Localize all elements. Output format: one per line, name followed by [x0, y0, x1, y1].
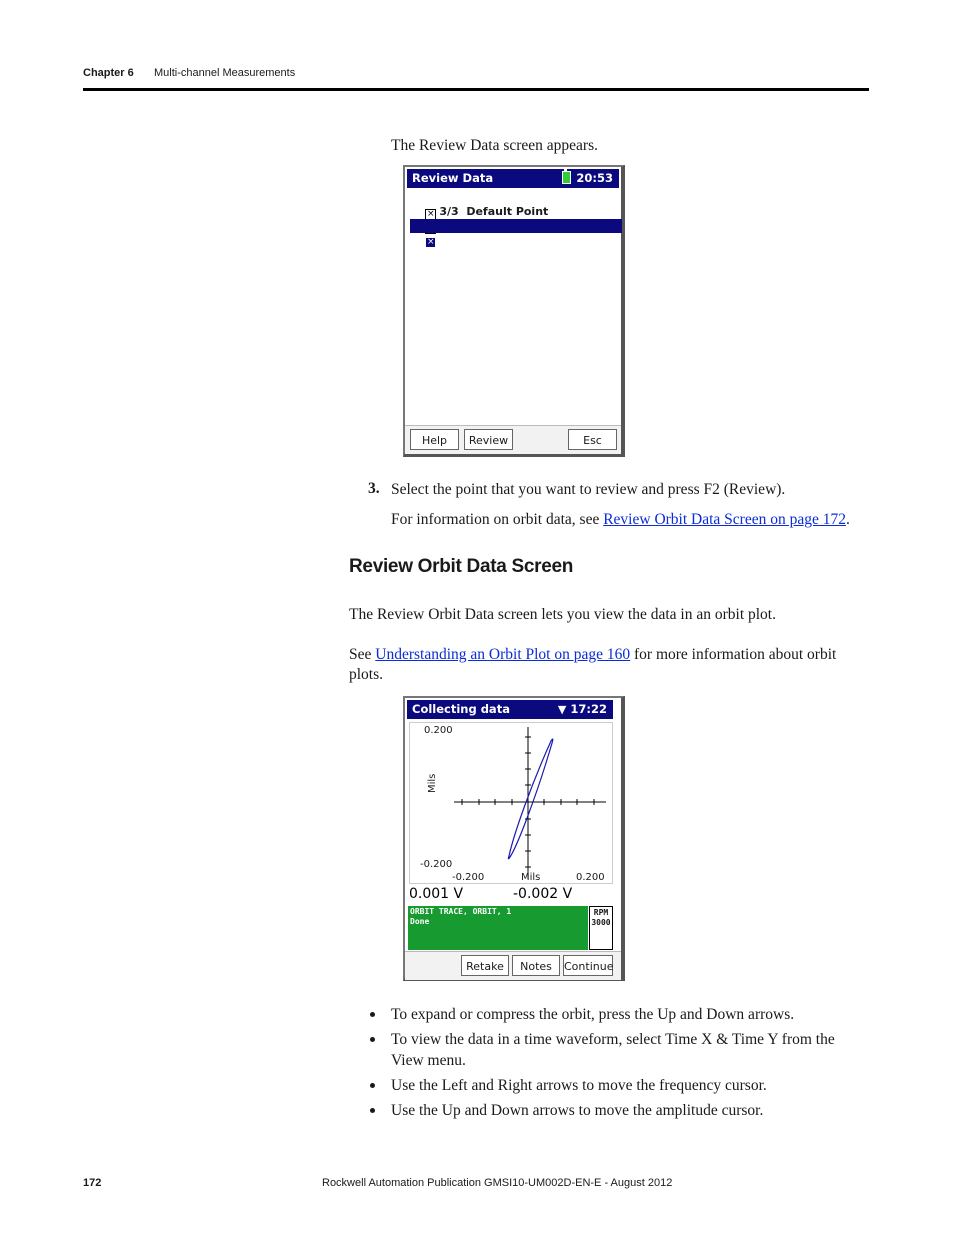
- bullet-icon: [370, 1037, 375, 1042]
- list-item: Use the Left and Right arrows to move the frequency cursor.: [370, 1075, 860, 1096]
- review-data-screen: [403, 165, 625, 457]
- page-number: 172: [83, 1177, 102, 1189]
- orbit-plot-link[interactable]: Understanding an Orbit Plot on page 160: [375, 646, 631, 663]
- publication-info: Rockwell Automation Publication GMSI10-UM002D-EN-E - August 2012: [322, 1177, 673, 1189]
- checkbox-icon[interactable]: ×: [427, 209, 435, 219]
- notes-button[interactable]: Notes: [512, 955, 560, 976]
- review-time: 20:53: [576, 171, 613, 185]
- step-info: For information on orbit data, see Review Orbit Data Screen on page 172.: [391, 511, 850, 528]
- x-axis-label: Mils: [521, 872, 541, 883]
- list-item[interactable]: × 3/3 Default Point: [427, 205, 549, 219]
- x-max-label: 0.200: [576, 872, 605, 883]
- readout-y: -0.002 V: [513, 886, 573, 902]
- chapter-label: Chapter 6: [83, 67, 134, 79]
- retake-button[interactable]: Retake: [461, 955, 509, 976]
- help-button[interactable]: Help: [410, 429, 459, 450]
- esc-button[interactable]: Esc: [568, 429, 617, 450]
- orbit-plot[interactable]: [409, 722, 613, 884]
- orbit-trace: [508, 739, 552, 859]
- instruction-list: [370, 1004, 860, 1125]
- bullet-icon: [370, 1108, 375, 1113]
- section-para: The Review Orbit Data screen lets you view the data in an orbit plot.: [349, 606, 776, 623]
- intro-text: The Review Data screen appears.: [391, 137, 598, 154]
- review-button[interactable]: Review: [464, 429, 513, 450]
- x-min-label: -0.200: [452, 872, 485, 883]
- continue-button[interactable]: Continue: [563, 955, 613, 976]
- step-text: Select the point that you want to review and press F2 (Review).: [391, 481, 786, 498]
- section-see-also: See Understanding an Orbit Plot on page 160 for more information about orbit plots.: [349, 646, 837, 683]
- orbit-time: 17:22: [570, 702, 607, 716]
- orbit-screen-link[interactable]: Review Orbit Data Screen on page 172: [603, 511, 846, 528]
- softkey-bar: [405, 951, 621, 980]
- battery-icon: [562, 171, 571, 184]
- list-item-selected[interactable]: × 1/3 MTR-OB-HORIZ: [410, 219, 622, 233]
- list-item[interactable]: [410, 205, 620, 219]
- orbit-data-screen: [403, 696, 625, 981]
- softkey-bar: [405, 425, 621, 454]
- orbit-title: Collecting data: [412, 702, 510, 716]
- orbit-titlebar: [407, 700, 613, 719]
- y-min-label: -0.200: [420, 859, 453, 870]
- checkbox-icon[interactable]: ×: [427, 237, 435, 247]
- list-item: To view the data in a time waveform, select Time X & Time Y from the View menu.: [370, 1029, 860, 1071]
- bullet-icon: [370, 1083, 375, 1088]
- power-plug-icon: ▼: [557, 703, 567, 716]
- list-item: Use the Up and Down arrows to move the amplitude cursor.: [370, 1100, 860, 1121]
- rpm-box: RPM 3000: [589, 906, 613, 950]
- y-axis-label: Mils: [427, 773, 438, 793]
- readout-x: 0.001 V: [409, 886, 464, 902]
- bullet-icon: [370, 1012, 375, 1017]
- chapter-title: Multi-channel Measurements: [154, 67, 296, 79]
- status-panel: ORBIT TRACE, ORBIT, 1 Done: [408, 906, 588, 950]
- y-max-label: 0.200: [424, 725, 453, 736]
- section-heading: Review Orbit Data Screen: [349, 556, 574, 577]
- header-rule: [83, 88, 869, 91]
- review-titlebar: [407, 169, 619, 188]
- step-number: 3.: [368, 480, 380, 497]
- list-item: To expand or compress the orbit, press the Up and Down arrows.: [370, 1004, 860, 1025]
- review-title: Review Data: [412, 171, 494, 185]
